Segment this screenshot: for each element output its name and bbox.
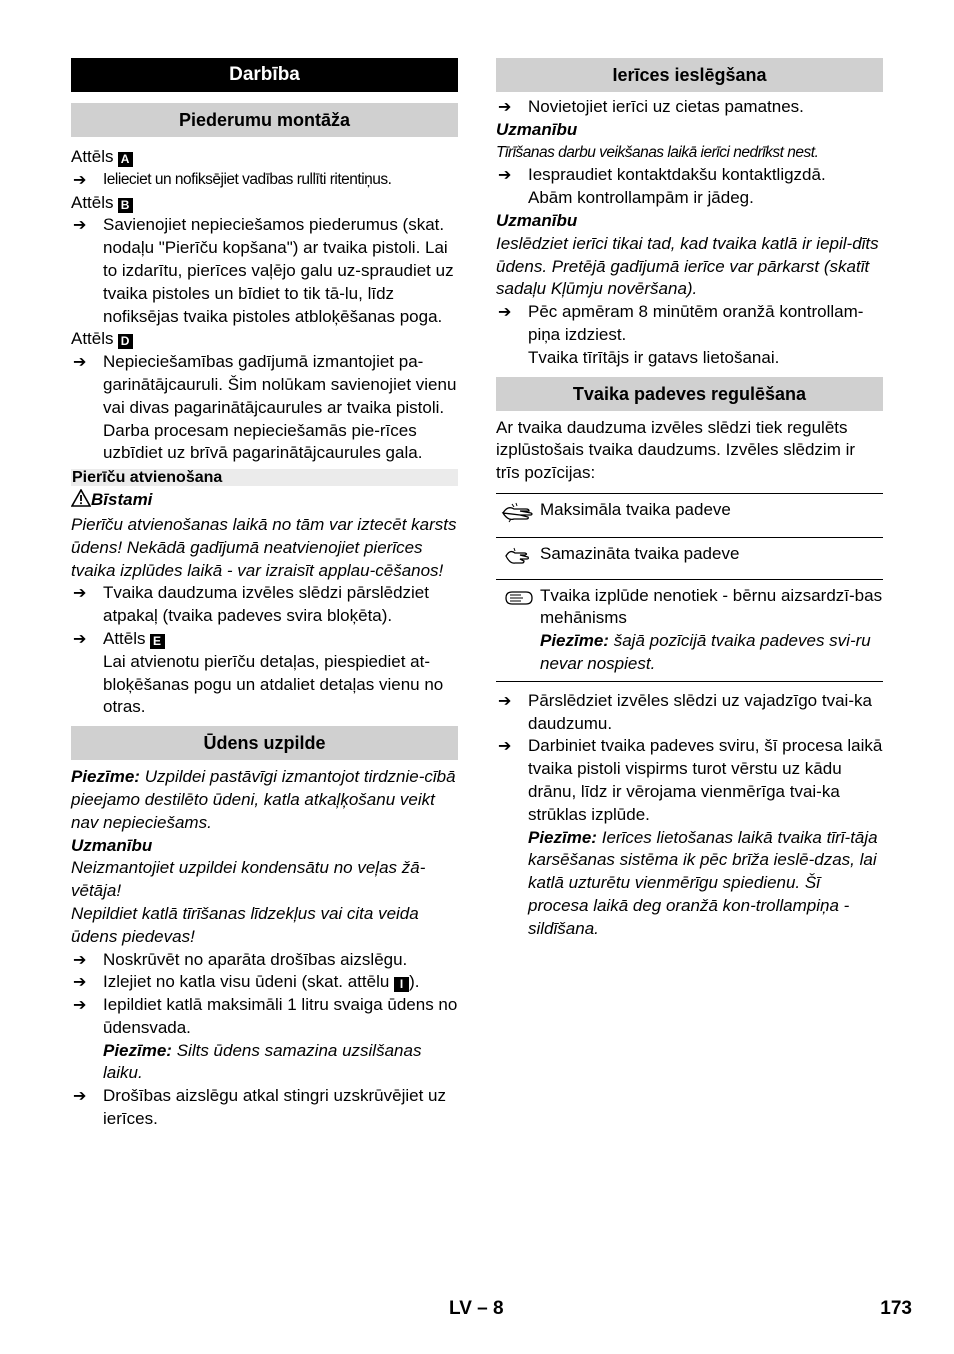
heading-detach-accessories: Pierīču atvienošana <box>71 469 458 486</box>
table-row <box>496 537 883 579</box>
step-connect-accessories: ➔ Savienojiet nepieciešamos piederumus (skat. nodaļu "Pierīču kopšana") ar tvaika pistoli. Lai to izdarītu, pierīces vaļējo galu uz-spraudiet uz tvaika pistoles un bīdiet to tik tā-lu, līdz nofiksējas tvaika pistoles atbloķēšanas poga. <box>71 214 458 328</box>
step-mount-wheels: ➔ Ielieciet un nofiksējiet vadības rullīti ritentiņus. <box>71 169 458 192</box>
step-drain-water: ➔ Izlejiet no katla visu ūdeni (skat. attēlu I ). <box>71 971 458 994</box>
ready-text: Tvaika tīrītājs ir gatavs lietošanai. <box>528 347 780 367</box>
table-row <box>496 579 883 681</box>
switch-caution-1-label: Uzmanību <box>496 119 578 139</box>
step-place-device: ➔ Novietojiet ierīci uz cietas pamatnes. <box>496 96 883 119</box>
heading-steam-regulation: Tvaika padeves regulēšana <box>496 377 883 411</box>
figure-letter-i: I <box>394 977 409 992</box>
lamps-lit-text: Abām kontrollampām ir jādeg. <box>528 188 754 208</box>
steam-setting-label: Maksimāla tvaika padeve <box>540 493 883 537</box>
step-fill-water: ➔ Iepildiet katlā maksimāli 1 litru svaiga ūdens no ūdensvada. <box>71 994 458 1040</box>
step-set-selector: ➔ Pārslēdziet izvēles slēdzi uz vajadzīgo tvai-ka daudzumu. <box>496 690 883 736</box>
child-lock-note: Piezīme: šajā pozīcijā tvaika padeves svi-ru nevar nospiest. <box>540 631 871 673</box>
fill-note: Piezīme: Silts ūdens samazina uzsilšanas laiku. <box>103 1040 422 1083</box>
figure-letter-d: D <box>118 334 133 349</box>
no-steam-icon <box>496 579 540 681</box>
danger-heading <box>71 489 458 514</box>
heading-water-filling: Ūdens uzpilde <box>71 726 458 760</box>
table-row <box>496 493 883 537</box>
steam-setting-label: Tvaika izplūde nenotiek - bērnu aizsardzī-bas mehānisms <box>540 585 883 628</box>
step-switch-back: ➔ Tvaika daudzuma izvēles slēdzi pārslēdziet atpakaļ (tvaika padeves svira bloķēta). <box>71 582 458 628</box>
figure-letter-e: E <box>150 634 165 649</box>
left-column <box>71 58 458 1131</box>
water-note-label: Piezīme: <box>71 767 140 787</box>
water-caution-1: Neizmantojiet uzpildei kondensātu no veļas žā-vētāja! <box>71 858 426 901</box>
steam-setting-label: Samazināta tvaika padeve <box>540 537 883 579</box>
heating-note-label: Piezīme: <box>528 827 597 847</box>
step-plug-in: ➔ Iespraudiet kontaktdakšu kontaktligzdā. <box>496 164 883 187</box>
water-caution-label: Uzmanību <box>71 835 153 855</box>
switch-caution-2-label: Uzmanību <box>496 210 578 230</box>
detach-instructions: Lai atvienotu pierīču detaļas, piespiediet at-bloķēšanas pogu un atdaliet detaļas vienu no otras. <box>103 651 444 717</box>
switch-caution-2-text: Ieslēdziet ierīci tikai tad, kad tvaika katlā ir iepil-dīts ūdens. Pretējā gadījumā ierīce var pārkarst (skatīt sadaļu Kļūmju novēršana). <box>496 233 879 299</box>
steam-intro: Ar tvaika daudzuma izvēles slēdzi tiek regulēts izplūstošais tvaika daudzums. Izvēles slēdzim ir trīs pozīcijas: <box>496 417 856 483</box>
page-number: 173 <box>880 1298 912 1319</box>
figure-ref-d: Attēls D <box>71 328 458 351</box>
right-column <box>496 58 883 941</box>
water-note: Piezīme: Uzpildei pastāvīgi izmantojot tirdznie-cībā pieejamo destilēto ūdeni, katla atkaļķošanu veikt nav nepieciešams. <box>71 767 456 832</box>
step-unscrew-cap: ➔ Noskrūvēt no aparāta drošības aizslēgu. <box>71 949 458 972</box>
section-title-operation: Darbība <box>71 58 458 92</box>
child-lock-note-label: Piezīme: <box>540 631 609 651</box>
warning-triangle-icon <box>71 489 91 514</box>
steam-settings-table <box>496 493 883 682</box>
heading-accessory-assembly: Piederumu montāža <box>71 103 458 137</box>
step-operate-lever: ➔ Darbiniet tvaika padeves sviru, šī procesa laikā tvaika pistoli vispirms turot vērstu uz kādu drānu, līdz ir vērojama vienmērīga tvai-ka strūklas izplūde. <box>496 735 883 826</box>
heating-note: Piezīme: Ierīces lietošanas laikā tvaika tīrī-tāja karsēšanas sistēma ik pēc brīža ieslē-dzas, lai katlā uzturētu vienmērīgu spiedienu. Šī procesa laikā deg oranžā kon-trollampiņa - sildīšana. <box>528 827 878 938</box>
fill-note-label: Piezīme: <box>103 1040 172 1060</box>
figure-ref-b: Attēls B <box>71 192 458 215</box>
reduced-steam-icon <box>496 537 540 579</box>
step-wait-lamp: ➔ Pēc apmēram 8 minūtēm oranžā kontrollam-piņa izdziest. <box>496 301 883 347</box>
danger-label: Bīstami <box>91 490 153 510</box>
max-steam-icon <box>496 493 540 537</box>
figure-letter-a: A <box>118 152 133 167</box>
figure-letter-b: B <box>118 198 133 213</box>
step-screw-cap: ➔ Drošības aizslēgu atkal stingri uzskrūvējiet uz ierīces. <box>71 1085 458 1131</box>
switch-caution-1-text: Tīrīšanas darbu veikšanas laikā ierīci nedrīkst nest. <box>496 143 819 161</box>
step-extension-tube: ➔ Nepieciešamības gadījumā izmantojiet pa-garinātājcauruli. Šim nolūkam savienojiet vienu vai divas pagarinātājcaurules ar tvaika pistoli. Darba procesam nepieciešamās pie-rīces uzbīdiet uz brīvā pagarinātājcaurules gala. <box>71 351 458 465</box>
danger-text: Pierīču atvienošanas laikā no tām var iztecēt karsts ūdens! Nekādā gadījumā neatvienojiet pierīces tvaika izplūdes laikā - var izraisīt applau-cēšanos! <box>71 514 457 580</box>
heading-switch-on: Ierīces ieslēgšana <box>496 58 883 92</box>
footer-language-page: LV – 8 <box>449 1298 504 1319</box>
water-caution-2: Nepildiet katlā tīrīšanas līdzekļus vai cita veida ūdens piedevas! <box>71 903 419 946</box>
figure-ref-a: Attēls A <box>71 146 458 169</box>
figure-ref-e: ➔ Attēls E <box>71 628 458 651</box>
